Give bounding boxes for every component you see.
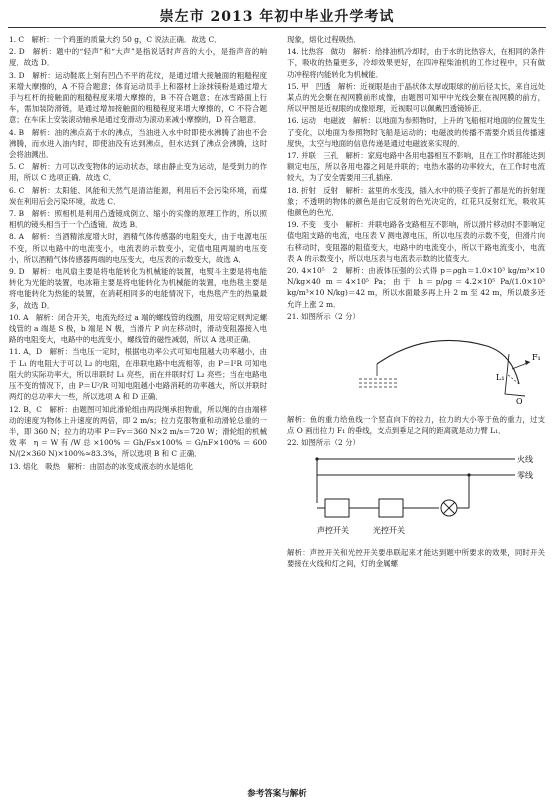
answer-21-head: 21. 如图所示（2 分）	[287, 311, 360, 321]
answer-6: 6. C 解析：太阳能、风能和天然气是清洁能源，利用后不会污染环境，而煤炭在利用后会污染环境，故选 C．	[9, 185, 267, 206]
answer-7: 7. B 解析：照相机是利用凸透镜成倒立、缩小的实像的原理工作的，所以照相机的镜头相当于一个凸透镜．故选 B．	[9, 209, 267, 230]
answer-22-head: 22. 如图所示（2 分）	[287, 438, 360, 448]
answer-4: 4. B 解析：油的沸点高于水的沸点，当油进入水中时即使水沸腾了油也不会沸腾，而水进入油内时，即使油没有达到沸点，但水达到了沸点会沸腾，这时会将油溅出．	[9, 127, 267, 160]
answer-9: 9. D 解析：电风扇主要是将电能转化为机械能的装置，电熨斗主要是将电能转化为光能的装置，电冰箱主要是将电能转化为机械能的装置，电热毯主要是将电能转化为热能的装置，在消耗相同多的电能情况下，电热毯产生的热量最多，故选 D．	[9, 267, 267, 310]
switch1-label: 声控开关	[317, 525, 349, 535]
page-footer: 参考答案与解析	[247, 789, 307, 799]
sound-switch	[325, 499, 349, 517]
circuit-figure	[287, 451, 545, 543]
l1-label: L₁	[496, 373, 505, 383]
page-title: 崇左市 2013 年初中毕业升学考试	[159, 9, 395, 25]
neutral-label: 零线	[517, 470, 533, 480]
answer-15: 15. 甲 凹透 解析：近视眼是由于晶状体太厚或眼球的前后径太长，来自远处某点的光会聚在视网膜前形成像，由题图可知甲中光线会聚在视网膜的前方，所以甲图是近视眼的成像原理，近视眼可以佩戴凹透镜矫正．	[287, 81, 545, 114]
answer-20: 20. 4×10⁵ 2 解析：由液体压强的公式得 p＝ρgh＝1.0×10³ kg/m³×10 N/kg×40 m＝4×10⁵ Pa；由于 h＝p/ρg＝4.2×10⁵ Pa/(1.0×10³ kg/m³×10 N/kg)＝42 m，所以水面最多再上升 2 m 至 42 m，所以最多还允许上涨 2 m．	[287, 266, 545, 309]
answer-14: 14. 比热容 做功 解析：给排油机冷却时，由于水的比热容大，在相同的条件下，吸收的热量更多，冷却效果更好，在四冲程柴油机的工作过程中，只有做功冲程将内能转化为机械能．	[287, 47, 545, 79]
answer-13-cont: 现象，熔化过程吸热．	[287, 35, 361, 44]
light-switch	[379, 499, 403, 517]
switch2-label: 光控开关	[373, 525, 405, 535]
pivot-label: O	[516, 397, 523, 407]
answer-17: 17. 并联 三孔 解析：家庭电路中各用电器相互不影响，且在工作时都能达到额定电压，所以各用电器之间是并联的；电热水器的功率较大，在工作时电流较大，为了安全需要用三孔插座．	[287, 151, 545, 183]
answer-21: 解析：鱼的重力给鱼线一个竖直向下的拉力，拉力的大小等于鱼的重力，过支点 O 画出拉力 F₁ 的垂线，支点到垂足之间的距离就是动力臂 L₁．	[287, 415, 545, 436]
answer-18: 18. 折射 反射 解析：盆里的水变浅，插入水中的筷子变折了都是光的折射现象；不透明的物体的颜色是由它反射的色光决定的，红花只反射红光，吸收其他颜色的色光．	[287, 185, 545, 218]
left-column	[9, 34, 267, 473]
answer-2: 2. D 解析：题中的“轻声”和“大声”是指说话时声音的大小，是指声音的响度．故选 D．	[9, 47, 267, 68]
answer-19: 19. 不变 变小 解析：并联电路各支路相互不影响，所以滑片移动时不影响定值电阻支路的电流，电压表 V 测电源电压，所以电压表的示数不变，但滑片向右移动时，变阻器的阻值变大，电路中的电流变小，所以干路电流变小，电流表 A 的示数变小，所以电压表与电流表示数的比值变大．	[287, 220, 545, 263]
f1-label: F₁	[532, 353, 541, 363]
answer-12: 12. B，C 解析：由题图可知此滑轮组由两段绳承担物重，所以绳的自由端移动的速度为物体上升速度的两倍，即 2 m/s；拉力克服物重和动滑轮总重的一半，即 360 N；拉力的功率 P＝Fv＝360 N×2 m/s＝720 W；滑轮组的机械效率 η＝W有/W总×100%＝Gh/Fs×100%＝G/nF×100%＝600 N/(2×360 N)×100%≈83.3%，所以选项 B 和 C 正确．	[9, 404, 267, 459]
fishing-rod-figure	[287, 324, 545, 410]
answer-5: 5. C 解析：力可以改变物体的运动状态，球由静止变为运动，是受到力的作用，所以 C 选项正确．故选 C．	[9, 162, 267, 183]
answer-22: 解析：声控开关和光控开关要串联起来才能达到题中所要求的效果，同时开关要接在火线和灯之间，灯的金属螺	[287, 547, 545, 568]
title-rule	[8, 27, 546, 28]
live-label: 火线	[517, 454, 533, 464]
answer-11: 11. A，D 解析：当电压一定时，根据电功率公式可知电阻越大功率越小，由于 L₁ 的电阻大于可以 L₂ 的电阻，在串联电路中电流相等，由 P＝I²R 可知电阻大的实际功率大，所以串联时 L₁ 亮些，而在并联时灯 L₂ 亮些；当在电路电压不变的情况下，由 P＝U²/R 可知电阻越小电路消耗的功率越大，所以并联时两灯的总功率大一些，所以选项 A 和 D 正确．	[9, 347, 267, 402]
answer-1: 1. C 解析：一个鸡蛋的质量大约 50 g，C 说法正确．故选 C．	[9, 35, 222, 44]
right-column	[287, 34, 545, 570]
answer-8: 8. A 解析：当酒精浓度增大时，酒精气体传感器的电阻变大，由于电源电压不变，所以电路中的电流变小，电流表的示数变小，定值电阻两端的电压变小，所以酒精气体传感器两端的电压变大，电压表的示数变大，故选 A．	[9, 232, 267, 264]
answer-16: 16. 运动 电磁波 解析：以地面为参照物时，上升的飞船相对地面的位置发生了变化，以地面为参照物时飞船是运动的；电磁波的传播不需要介质且传播速度快，太空与地面的信息传递是通过电磁波来实现的．	[287, 116, 545, 148]
answer-10: 10. A 解析：闭合开关，电流先经过 a 端的螺线管的线圈，用安培定则判定螺线管的 a 端是 S 极，b 端是 N 极，当滑片 P 向左移动时，滑动变阻器接入电路的电阻变大，电路中的电流变小，螺线管的磁性减弱，所以 A 选项正确．	[9, 312, 267, 345]
answer-3: 3. D 解析：运动鞋底上刻有凹凸不平的花纹，是通过增大接触面的粗糙程度来增大摩擦的，A 不符合题意；体育运动员手上和器材上涂抹镁粉是通过增大手与杠杆的接触面的粗糙程度来增大摩擦的，B 不符合题意；在冰雪路面上行车，需加装防滑链，是通过增加接触面的粗糙程度来增大摩擦的，C 不符合题意；在车床上安装滚动轴承是通过变滑动为滚动来减小摩擦的，D 符合题意．	[9, 70, 267, 125]
answer-13: 13. 熔化 吸热 解析：由固态的冰变成液态的水是熔化	[9, 461, 194, 471]
